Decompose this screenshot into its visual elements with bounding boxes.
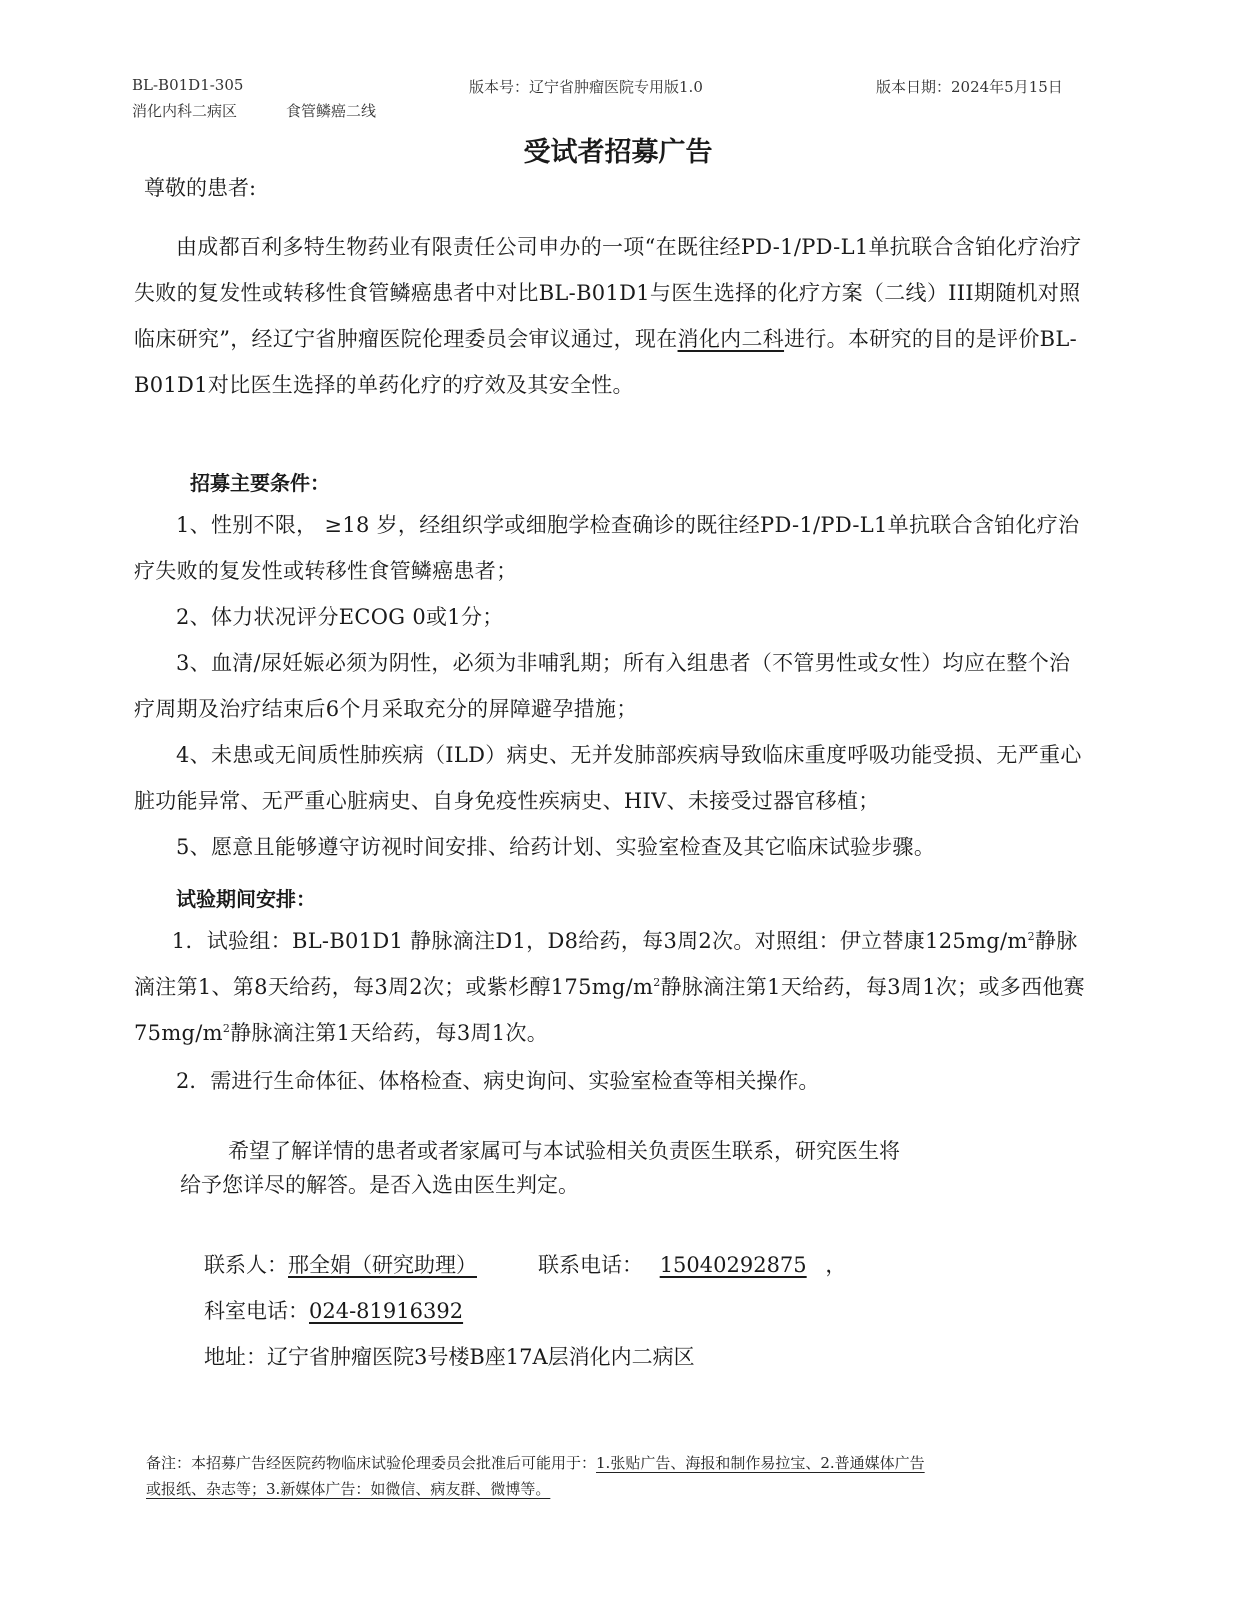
contact-phone-label: 联系电话： [538, 1253, 643, 1277]
criteria-item-3: 3、血清/尿妊娠必须为阴性，必须为非哺乳期；所有入组患者（不管男性或女性）均应在整个治疗周期及治疗结束后6个月采取充分的屏障避孕措施； [134, 651, 1071, 721]
closing-line-2: 给予您详尽的解答。是否入选由医生判定。 [180, 1173, 579, 1197]
schedule-heading: 试验期间安排： [176, 887, 316, 911]
criteria-item-5: 5、愿意且能够遵守访视时间安排、给药计划、实验室检查及其它临床试验步骤。 [176, 835, 936, 859]
schedule-text-b: 静脉滴注第1、第8天给药，每3周2次；或紫杉醇175mg/m [134, 929, 1078, 999]
version-date: 版本日期：2024年5月15日 [876, 78, 1063, 96]
superscript: 2 [653, 976, 661, 989]
department-label: 消化内科二病区 [132, 102, 238, 120]
address-label: 地址： [204, 1345, 267, 1369]
contact-phone: 15040292875 [659, 1253, 807, 1277]
note-usage-2: 或报纸、杂志等； [146, 1480, 267, 1498]
office-phone-row [204, 1288, 463, 1334]
note-usage-3: 3.新媒体广告：如微信、病友群、微博等。 [266, 1480, 551, 1498]
note-line-2 [146, 1476, 550, 1502]
note-prefix: 备注：本招募广告经医院药物临床试验伦理委员会批准后可能用于： [146, 1454, 597, 1472]
office-phone: 024-81916392 [309, 1299, 464, 1323]
schedule-text-d: 静脉滴注第1天给药，每3周1次。 [230, 1021, 549, 1045]
superscript: 2 [1027, 930, 1035, 943]
criteria-item-4: 4、未患或无间质性肺疾病（ILD）病史、无并发肺部疾病导致临床重度呼吸功能受损、无严重心脏功能异常、无严重心脏病史、自身免疫性疾病史、HIV、未接受过器官移植； [134, 743, 1082, 813]
department-link: 消化内二科 [677, 327, 785, 351]
version-number: 版本号：辽宁省肿瘤医院专用版1.0 [469, 78, 703, 96]
contact-phone-row [538, 1242, 846, 1288]
project-label: 食管鳞癌二线 [286, 102, 377, 120]
address: 辽宁省肿瘤医院3号楼B座17A层消化内二病区 [267, 1345, 695, 1369]
contact-person-row [204, 1242, 487, 1288]
contact-phone-suffix: ， [825, 1253, 847, 1277]
office-phone-label: 科室电话： [204, 1299, 309, 1323]
address-row [204, 1334, 695, 1380]
schedule-item-2: 2．需进行生命体征、体格检查、病史询问、实验室检查等相关操作。 [176, 1069, 820, 1093]
intro-text-1: 由成都百利多特生物药业有限责任公司申办的一项“在既往经PD-1/PD-L1单抗联合含铂化疗治疗失败的复发性或转移性食管鳞癌患者中对比BL-B01D1与医生选择的化疗方案（二线）III期随机对照临床研究”，经辽宁省肿瘤医院伦理委员会审议通过，现在 [134, 235, 1082, 351]
page-title: 受试者招募广告 [523, 137, 713, 168]
criteria-item-2: 2、体力状况评分ECOG 0或1分； [176, 605, 504, 629]
schedule-text-a: 1．试验组：BL-B01D1 静脉滴注D1，D8给药，每3周2次。对照组：伊立替康125mg/m [171, 929, 1028, 953]
note-line-1 [146, 1450, 925, 1476]
criteria-heading: 招募主要条件： [190, 471, 330, 495]
schedule-item-1 [134, 918, 1089, 1056]
closing-line-1: 希望了解详情的患者或者家属可与本试验相关负责医生联系，研究医生将 [228, 1139, 900, 1163]
criteria-item-1: 1、性别不限， ≥18 岁，经组织学或细胞学检查确诊的既往经PD-1/PD-L1单抗联合含铂化疗治疗失败的复发性或转移性食管鳞癌患者； [134, 513, 1080, 583]
intro-text-2: 进行。本研究的目的是评价BL-B01D1对比医生选择的单药化疗的疗效及其安全性。 [134, 327, 1078, 397]
contact-person: 邢全娟（研究助理） [288, 1253, 477, 1277]
schedule-text-c: 静脉滴注第1天给药，每3周1次；或多西他赛75mg/m [134, 975, 1085, 1045]
contact-person-label: 联系人： [204, 1253, 288, 1277]
note-usage-1: 1.张贴广告、海报和制作易拉宝、2.普通媒体广告 [596, 1454, 925, 1472]
document-code: BL-B01D1-305 [132, 76, 244, 94]
superscript: 2 [222, 1022, 231, 1035]
intro-paragraph [134, 224, 1089, 408]
greeting: 尊敬的患者: [144, 176, 257, 200]
